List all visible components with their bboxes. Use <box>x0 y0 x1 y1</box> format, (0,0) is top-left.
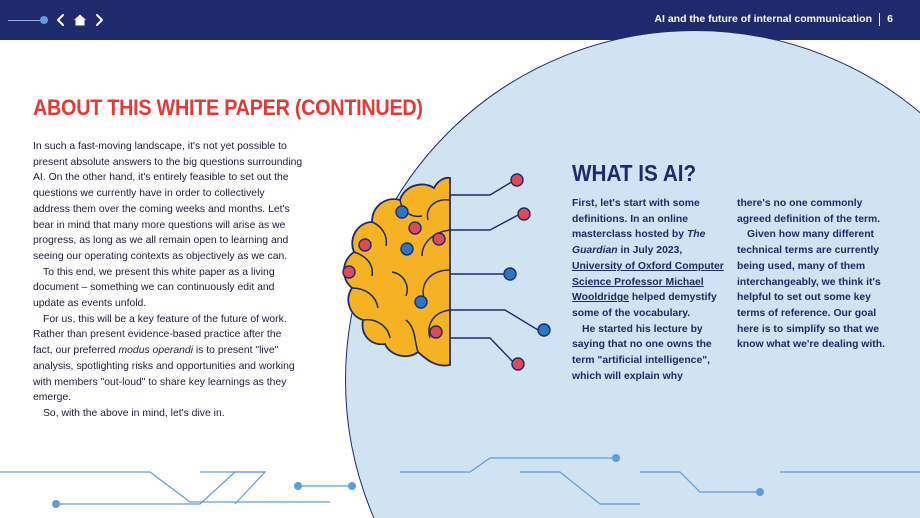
page-separator <box>879 13 880 26</box>
forward-button[interactable] <box>90 11 108 29</box>
what-is-ai-p1-text-b: in July 2023, <box>617 245 683 257</box>
brain-circuit-illustration <box>330 160 560 400</box>
home-icon <box>71 11 89 29</box>
what-is-ai-p1-text-a: First, let's start with some definitions. In an online masterclass hosted by <box>572 198 700 241</box>
about-paragraph-3 <box>33 312 303 406</box>
what-is-ai-p1-text-c: helped demystify some of the vocabulary. <box>572 292 717 319</box>
back-button[interactable] <box>52 11 70 29</box>
what-is-ai-column-1 <box>572 196 732 384</box>
about-paragraph-4: So, with the above in mind, let's dive in. <box>43 407 225 419</box>
what-is-ai-paragraph-3: there's no one commonly agreed definition of the term. <box>737 198 881 225</box>
footer-circuit-decoration <box>0 440 920 518</box>
what-is-ai-column-2 <box>737 196 892 353</box>
guardian-italic: The Guardian <box>572 229 706 257</box>
about-paragraph-3-italic: modus operandi <box>118 345 193 357</box>
about-paragraph-3-text-a: For us, this will be a key feature of the future of work. Rather than present evidence-based practice after the fact, our preferred <box>33 313 287 357</box>
chevron-right-icon <box>90 11 108 29</box>
section-heading-about: ABOUT THIS WHITE PAPER (CONTINUED) <box>33 95 423 120</box>
brain-outer-nodes <box>504 174 550 370</box>
section-heading-what-is-ai: WHAT IS AI? <box>572 160 697 186</box>
about-paragraph-3-text-b: is to present "live" analysis, spotlighting risks and opportunities and working with members "out-loud" to share key learnings as they emerge. <box>33 345 295 404</box>
what-is-ai-paragraph-4: Given how many different technical terms are currently being used, many of them interchangeably, we think it's helpful to set out some key terms of reference. Our goal here is to simplify so that we know what we're dealing with. <box>737 229 885 351</box>
nav-decor-dot <box>40 16 48 24</box>
top-bar <box>0 0 920 40</box>
about-paragraph-1: In such a fast-moving landscape, it's not yet possible to present absolute answers to the big questions surrounding AI. On the other hand, it's entirely feasible to set out the questions we currently have in order to collectively address them over the coming weeks and months. Let's bear in mind that many more questions will arise as we progress, as long as we all remain open to learning and seeing our operating contexts as objectively as we can. <box>33 141 303 262</box>
chevron-left-icon <box>52 11 70 29</box>
about-paragraph-2: To this end, we present this white paper as a living document – something we can continuously edit and update as events unfold. <box>33 266 275 310</box>
home-button[interactable] <box>71 11 89 29</box>
what-is-ai-paragraph-1 <box>572 196 732 322</box>
what-is-ai-paragraph-2: He started his lecture by saying that no one owns the term "artificial intelligence", which will explain why <box>572 323 712 382</box>
document-title: AI and the future of internal communication <box>654 13 872 25</box>
page-number: 6 <box>887 13 893 25</box>
nav-decor-line <box>8 20 44 21</box>
wooldridge-link[interactable]: University of Oxford Computer Science Professor Michael Wooldridge <box>572 260 724 304</box>
about-body-text <box>33 139 303 422</box>
